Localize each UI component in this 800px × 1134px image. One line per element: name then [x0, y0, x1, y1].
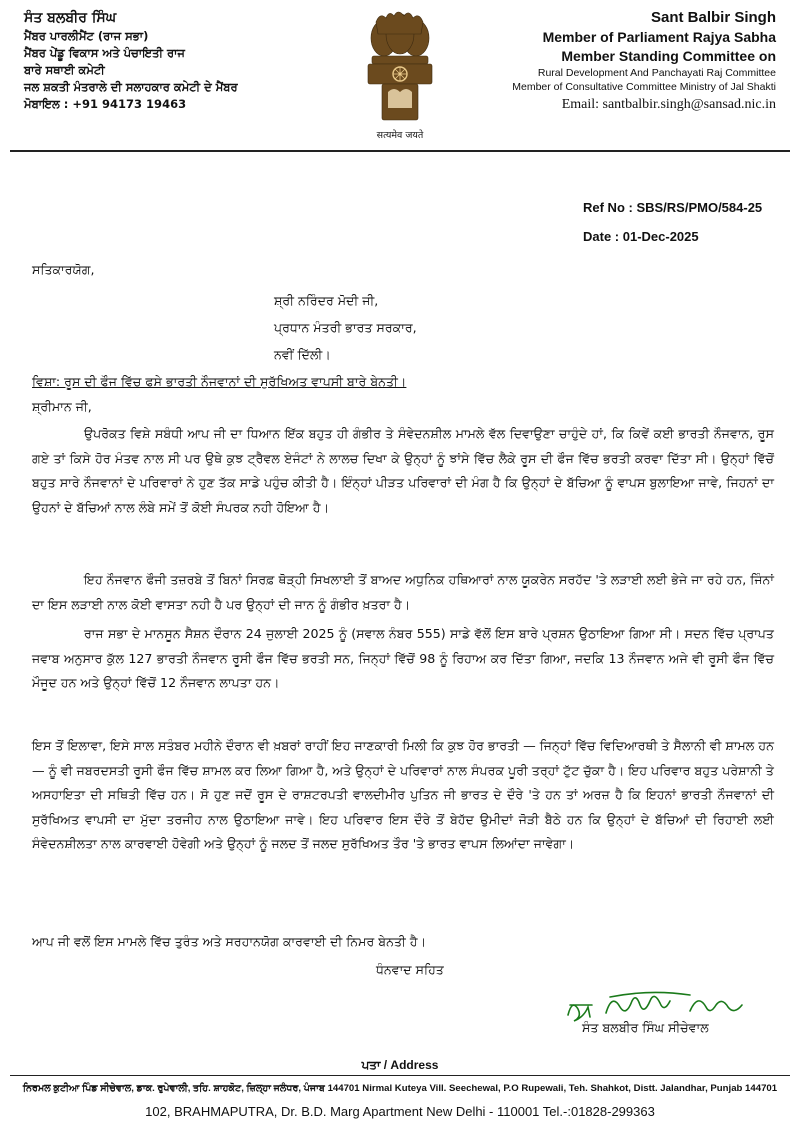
sender-name-english: Sant Balbir Singh	[650, 9, 776, 26]
sender-title-line: ਜਲ ਸ਼ਕਤੀ ਮੰਤਰਾਲੇ ਦੀ ਸਲਾਹਕਾਰ ਕਮੇਟੀ ਦੇ ਮੈਂਬਰ	[24, 80, 238, 94]
sender-title-line: ਮੈਂਬਰ ਪਾਰਲੀਮੈਂਟ (ਰਾਜ ਸਭਾ)	[24, 29, 149, 43]
state-emblem-icon	[358, 8, 442, 136]
sender-title-line: Rural Development And Panchayati Raj Committee	[537, 67, 776, 79]
footer-delhi-address: 102, BRAHMAPUTRA, Dr. B.D. Marg Apartment New Delhi - 110001 Tel.-:01828-299363	[145, 1104, 655, 1119]
footer-divider	[10, 1075, 790, 1076]
recipient-line: ਸ਼੍ਰੀ ਨਰਿੰਦਰ ਮੋਦੀ ਜੀ,	[274, 293, 379, 308]
closing: ਧੰਨਵਾਦ ਸਹਿਤ	[376, 962, 444, 977]
greeting: ਸ਼੍ਰੀਮਾਨ ਜੀ,	[32, 399, 92, 414]
recipient-address	[274, 287, 417, 368]
body-paragraph-2: ਇਹ ਨੌਜਵਾਨ ਫੌਜੀ ਤਜ਼ਰਬੇ ਤੋਂ ਬਿਨਾਂ ਸਿਰਫ਼ ਥੋੜ੍ਹੀ ਸਿਖਲਾਈ ਤੋਂ ਬਾਅਦ ਅਧੁਨਿਕ ਹਥਿਆਰਾਂ ਨਾਲ ਯੂਕਰੇਨ ਸਰਹੱਦ 'ਤੇ ਲੜਾਈ ਲਈ ਭੇਜੇ ਜਾ ਰਹੇ ਹਨ, ਜਿੰਨਾਂ ਦਾ ਇਸ ਲੜਾਈ ਨਾਲ ਕੋਈ ਵਾਸਤਾ ਨਹੀ ਹੈ ਪਰ ਉਨ੍ਹਾਂ ਦੀ ਜਾਨ ਨੂੰ ਗੰਭੀਰ ਖ਼ਤਰਾ ਹੈ।	[32, 572, 774, 612]
letter-subject: ਵਿਸ਼ਾ: ਰੂਸ ਦੀ ਫੌਜ ਵਿੱਚ ਫਸੇ ਭਾਰਤੀ ਨੌਜਵਾਨਾਂ ਦੀ ਸੁਰੱਖਿਅਤ ਵਾਪਸੀ ਬਾਰੇ ਬੇਨਤੀ।	[32, 374, 407, 389]
sender-title-line: Member Standing Committee on	[561, 48, 776, 64]
body-paragraph-3: ਰਾਜ ਸਭਾ ਦੇ ਮਾਨਸੂਨ ਸੈਸ਼ਨ ਦੌਰਾਨ 24 ਜੁਲਾਈ 2025 ਨੂੰ (ਸਵਾਲ ਨੰਬਰ 555) ਸਾਡੇ ਵੱਲੋਂ ਇਸ ਬਾਰੇ ਪ੍ਰਸ਼ਨ ਉਠਾਇਆ ਗਿਆ ਸੀ। ਸਦਨ ਵਿੱਚ ਪ੍ਰਾਪਤ ਜਵਾਬ ਅਨੁਸਾਰ ਕੁੱਲ 127 ਭਾਰਤੀ ਨੌਜਵਾਨ ਰੂਸੀ ਫੌਜ ਵਿੱਚ ਭਰਤੀ ਸਨ, ਜਿਨ੍ਹਾਂ ਵਿੱਚੋਂ 98 ਨੂੰ ਰਿਹਾਅ ਕਰ ਦਿੱਤਾ ਗਿਆ, ਜਦਕਿ 13 ਨੌਜਵਾਨ ਅਜੇ ਵੀ ਰੂਸੀ ਫੌਜ ਵਿੱਚ ਮੌਜੂਦ ਹਨ ਅਤੇ ਉਨ੍ਹਾਂ ਵਿੱਚੋਂ 12 ਨੌਜਵਾਨ ਲਾਪਤਾ ਹਨ।	[32, 626, 774, 690]
body-paragraph-5: ਆਪ ਜੀ ਵਲੋਂ ਇਸ ਮਾਮਲੇ ਵਿੱਚ ਤੁਰੰਤ ਅਤੇ ਸਰਹਾਨਯੋਗ ਕਾਰਵਾਈ ਦੀ ਨਿਮਰ ਬੇਨਤੀ ਹੈ।	[32, 934, 427, 949]
recipient-line: ਨਵੀਂ ਦਿੱਲੀ।	[274, 347, 331, 362]
footer-address-line: ਨਿਰਮਲ ਕੁਟੀਆ ਪਿੰਡ ਸੀਚੇਵਾਲ, ਡਾਕ. ਰੁਪੇਵਾਲੀ, ਤਹਿ. ਸ਼ਾਹਕੋਟ, ਜ਼ਿਲ੍ਹਾ ਜਲੰਧਰ, ਪੰਜਾਬ 144701 Nirmal Kuteya Vill. Seechewal, P.O Rupewali, Teh. Shahkot, Distt. Jalandhar, Punjab 144701	[22, 1083, 778, 1094]
sender-email: Email: santbalbir.singh@sansad.nic.in	[561, 97, 776, 112]
body-paragraph-4: ਇਸ ਤੋਂ ਇਲਾਵਾ, ਇਸੇ ਸਾਲ ਸਤੰਬਰ ਮਹੀਨੇ ਦੌਰਾਨ ਵੀ ਖ਼ਬਰਾਂ ਰਾਹੀਂ ਇਹ ਜਾਣਕਾਰੀ ਮਿਲੀ ਕਿ ਕੁਝ ਹੋਰ ਭਾਰਤੀ — ਜਿਨ੍ਹਾਂ ਵਿੱਚ ਵਿਦਿਆਰਥੀ ਤੇ ਸੈਲਾਨੀ ਵੀ ਸ਼ਾਮਲ ਹਨ — ਨੂੰ ਵੀ ਜਬਰਦਸਤੀ ਰੂਸੀ ਫੌਜ ਵਿੱਚ ਸ਼ਾਮਲ ਕਰ ਲਿਆ ਗਿਆ ਹੈ, ਅਤੇ ਉਨ੍ਹਾਂ ਦੇ ਪਰਿਵਾਰਾਂ ਨਾਲ ਸੰਪਰਕ ਪੂਰੀ ਤਰ੍ਹਾਂ ਟੁੱਟ ਚੁੱਕਾ ਹੈ। ਇਹ ਪਰਿਵਾਰ ਬਹੁਤ ਪਰੇਸ਼ਾਨੀ ਤੇ ਅਸਹਾਇਤਾ ਦੀ ਸਥਿਤੀ ਵਿੱਚ ਹਨ। ਸੋ ਹੁਣ ਜਦੋਂ ਰੂਸ ਦੇ ਰਾਸ਼ਟਰਪਤੀ ਵਾਲਦੀਮੀਰ ਪੁਤਿਨ ਜੀ ਭਾਰਤ ਦੇ ਦੌਰੇ 'ਤੇ ਹਨ ਤਾਂ ਅਰਜ਼ ਹੈ ਕਿ ਇਹਨਾਂ ਭਾਰਤੀ ਨੌਜਵਾਨਾਂ ਦੀ ਸੁਰੱਖਿਅਤ ਵਾਪਸੀ ਦਾ ਮੁੱਦਾ ਤਰਜੀਹ ਨਾਲ ਉਠਾਇਆ ਜਾਵੇ। ਇਹ ਪਰਿਵਾਰ ਇਸ ਦੌਰੇ ਤੋਂ ਬੇਹੱਦ ਉਮੀਦਾਂ ਜੋੜੀ ਬੈਠੇ ਹਨ ਕਿ ਉਨ੍ਹਾਂ ਦੇ ਬੱਚਿਆਂ ਦੀ ਰਿਹਾਈ ਲਈ ਸੰਵੇਦਨਸ਼ੀਲਤਾ ਨਾਲ ਕਾਰਵਾਈ ਹੋਵੇਗੀ ਅਤੇ ਉਨ੍ਹਾਂ ਨੂੰ ਜਲਦ ਤੋਂ ਜਲਦ ਸੁਰੱਖਿਅਤ ਤੌਰ 'ਤੇ ਭਾਰਤ ਵਾਪਸ ਲਿਆਂਦਾ ਜਾਵੇਗਾ।	[32, 738, 774, 851]
sender-title-line: ਬਾਰੇ ਸਥਾਈ ਕਮੇਟੀ	[24, 63, 105, 77]
body-paragraph-1: ਉਪਰੋਕਤ ਵਿਸ਼ੇ ਸਬੰਧੀ ਆਪ ਜੀ ਦਾ ਧਿਆਨ ਇੱਕ ਬਹੁਤ ਹੀ ਗੰਭੀਰ ਤੇ ਸੰਵੇਦਨਸ਼ੀਲ ਮਾਮਲੇ ਵੱਲ ਦਿਵਾਉਣਾ ਚਾਹੁੰਦੇ ਹਾਂ, ਕਿ ਕਿਵੇਂ ਕਈ ਭਾਰਤੀ ਨੌਜਵਾਨ, ਰੂਸ ਗਏ ਤਾਂ ਕਿਸੇ ਹੋਰ ਮੰਤਵ ਨਾਲ ਸੀ ਪਰ ਉਥੇ ਕੁਝ ਟ੍ਰੈਵਲ ਏਜੰਟਾਂ ਨੇ ਲਾਲਚ ਦਿਖਾ ਕੇ ਉਨ੍ਹਾਂ ਨੂੰ ਝਾਂਸੇ ਵਿੱਚ ਲੈਕੇ ਰੂਸ ਦੀ ਫੌਜ ਵਿੱਚ ਭਰਤੀ ਕਰਵਾ ਦਿੱਤਾ ਸੀ। ਉਨ੍ਹਾਂ ਵਿੱਚੋਂ ਬਹੁਤ ਸਾਰੇ ਨੌਜਵਾਨਾਂ ਦੇ ਪਰਿਵਾਰਾਂ ਨੇ ਹੁਣ ਤੱਕ ਸਾਡੇ ਪਹੁੰਚ ਕੀਤੀ ਹੈ। ਇੰਨ੍ਹਾਂ ਪੀੜਤ ਪਰਿਵਾਰਾਂ ਦੀ ਮੰਗ ਹੈ ਕਿ ਉਨ੍ਹਾਂ ਦੇ ਬੱਚਿਆ ਨੂੰ ਵਾਪਸ ਬੁਲਾਇਆ ਜਾਵੇ, ਜਿਹਨਾਂ ਦਾ ਉਹਨਾਂ ਦੇ ਬੱਚਿਆਂ ਨਾਲ ਲੰਬੇ ਸਮੇਂ ਤੋਂ ਕੋਈ ਸੰਪਰਕ ਨਹੀ ਹੋਇਆ ਹੈ।	[32, 426, 774, 515]
recipient-line: ਪ੍ਰਧਾਨ ਮੰਤਰੀ ਭਾਰਤ ਸਰਕਾਰ,	[274, 320, 417, 335]
ref-number: Ref No : SBS/RS/PMO/584-25	[583, 200, 763, 215]
letterhead-left	[24, 8, 344, 113]
sender-title-line: Member of Parliament Rajya Sabha	[542, 29, 776, 45]
emblem-motto: सत्यमेव जयते	[376, 130, 424, 141]
sender-title-line: Member of Consultative Committee Ministry of Jal Shakti	[512, 81, 776, 93]
sender-title-line: ਮੈਂਬਰ ਪੇਂਡੂ ਵਿਕਾਸ ਅਤੇ ਪੰਚਾਇਤੀ ਰਾਜ	[24, 46, 185, 60]
sender-phone: ਮੋਬਾਇਲ : +91 94173 19463	[24, 97, 187, 111]
footer-address-label: ਪਤਾ / Address	[361, 1058, 439, 1072]
letterhead-right	[446, 8, 776, 116]
salutation: ਸਤਿਕਾਰਯੋਗ,	[32, 262, 95, 277]
reference-block	[583, 193, 762, 251]
letterhead-divider	[10, 150, 790, 152]
signatory-name: ਸੰਤ ਬਲਬੀਰ ਸਿੰਘ ਸੀਚੇਵਾਲ	[582, 1020, 709, 1035]
letter-date: Date : 01-Dec-2025	[583, 229, 699, 244]
sender-name-punjabi: ਸੰਤ ਬਲਬੀਰ ਸਿੰਘ	[24, 10, 117, 26]
